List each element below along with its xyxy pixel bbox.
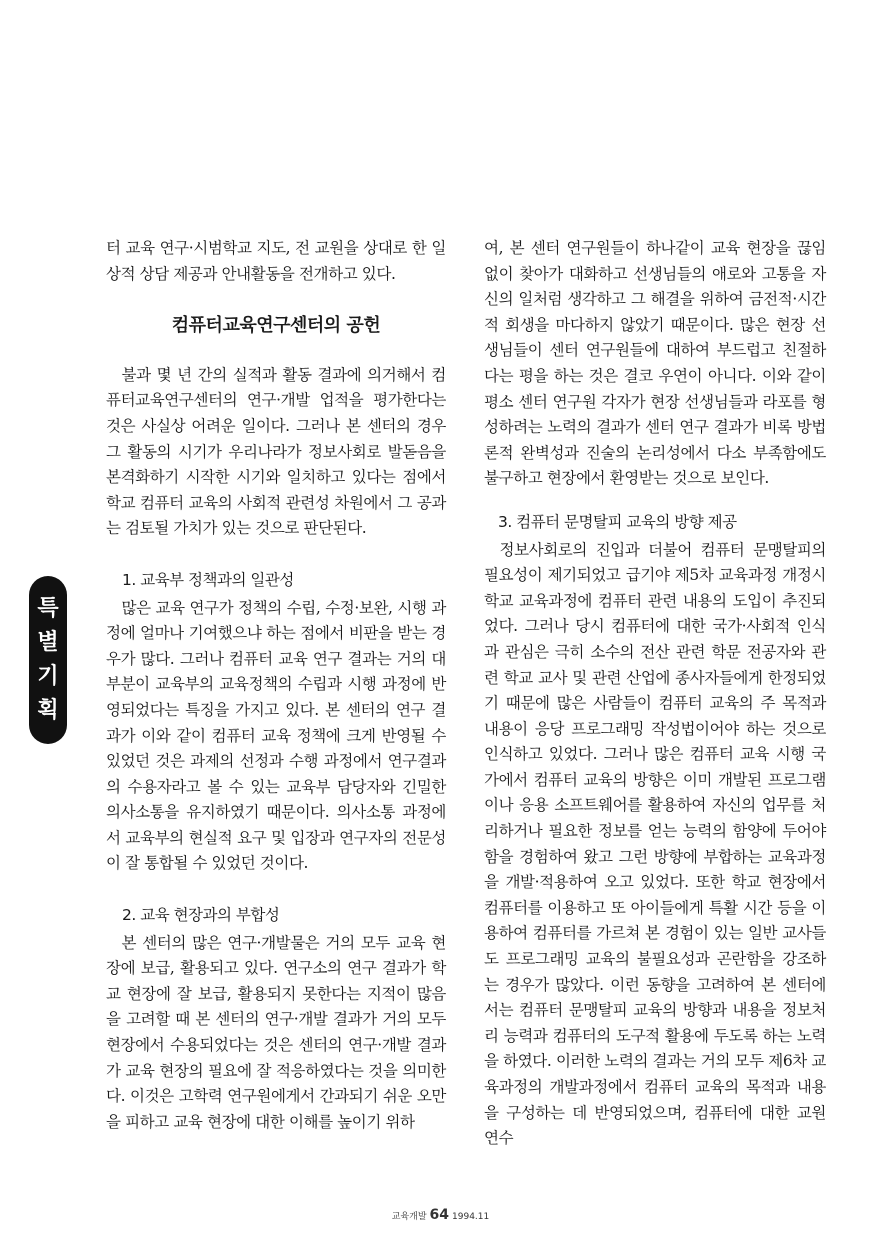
special-feature-side-tab [29,576,67,744]
page-footer [0,1207,881,1223]
right-continued-paragraph: 여, 본 센터 연구원들이 하나같이 교육 현장을 끊임없이 찾아가 대화하고 선생님들의 애로와 고통을 자신의 일처럼 생각하고 그 해결을 위하여 금전적·시간적 회생을 마다하지 않았기 때문이다. 많은 현장 선생님들이 센터 연구원들에 대하여 부드럽고 친절하다는 평을 하는 것은 결코 우연이 아니다. 이와 같이 평소 센터 연구원 각자가 현장 선생님들과 라포를 형성하려는 노력의 결과가 센터 연구 결과가 비록 방법론적 완벽성과 진술의 논리성에서 다소 부족함에도 불구하고 현장에서 환영받는 것으로 보인다. [484,239,826,488]
left-column [106,236,446,1135]
subsection-2-paragraph: 본 센터의 많은 연구·개발물은 거의 모두 교육 현장에 보급, 활용되고 있다. 연구소의 연구 결과가 학교 현장에 잘 보급, 활용되지 못한다는 지적이 많음을 고려할 때 본 센터의 연구·개발 결과가 거의 모두 현장에서 수용되었다는 것은 센터의 연구·개발 결과가 교육 현장의 필요에 잘 적응하였다는 것을 의미한다. 이것은 고학력 연구원에게서 간과되기 쉬운 오만을 피하고 교육 현장에 대한 이해를 높이기 위하 [106,933,446,1131]
footer-date: 1994.11 [452,1212,490,1222]
subsection-3-paragraph: 정보사회로의 진입과 더불어 컴퓨터 문맹탈피의 필요성이 제기되었고 급기야 제5차 교육과정 개정시 학교 교육과정에 컴퓨터 관련 내용의 도입이 추진되었다. 그러나 당시 컴퓨터에 대한 국가·사회적 인식과 관심은 극히 소수의 전산 관련 학문 전공자와 관련 학교 교사 및 관련 산업에 종사자들에게 한정되었기 때문에 많은 사람들이 컴퓨터 교육의 주 목적과 내용이 응당 프로그래밍 작성법이어야 하는 것으로 인식하고 있었다. 그러나 많은 컴퓨터 교육 시행 국가에서 컴퓨터 교육의 방향은 이미 개발된 프로그램이나 응용 소프트웨어를 활용하여 자신의 업무를 처리하거나 필요한 정보를 얻는 능력의 함양에 두어야 함을 경험하여 왔고 그런 방향에 부합하는 교육과정을 개발·적용하여 오고 있었다. 또한 학교 현장에서 컴퓨터를 이용하고 또 아이들에게 특활 시간 등을 이용하여 컴퓨터를 가르쳐 본 경험이 있는 일반 교사들도 프로그래밍 교육의 불필요성과 곤란함을 강조하는 경우가 많았다. 이런 동향을 고려하여 본 센터에서는 컴퓨터 문맹탈피 교육의 방향과 내용을 정보처리 능력과 컴퓨터의 도구적 활용에 두도록 하는 노력을 하였다. 이러한 노력의 결과는 거의 모두 제6차 교육과정의 개발과정에서 컴퓨터 교육의 목적과 내용을 구성하는 데 반영되었으며, 컴퓨터에 대한 교원 연수 [484,540,826,1148]
subsection-2-title: 2. 교육 현장과의 부합성 [122,906,280,925]
side-tab-char: 획 [37,698,59,723]
side-tab-char: 특 [37,596,59,621]
side-tab-char: 기 [37,664,59,689]
subsection-3-title: 3. 컴퓨터 문명탈피 교육의 방향 제공 [498,512,737,531]
subsection-1-paragraph: 많은 교육 연구가 정책의 수립, 수정·보완, 시행 과정에 얼마나 기여했으냐 하는 점에서 비판을 받는 경우가 많다. 그러나 컴퓨터 교육 연구 결과는 거의 대부분이 교육부의 교육정책의 수립과 시행 과정에 반영되었다는 특징을 가지고 있다. 본 센터의 연구 결과가 이와 같이 컴퓨터 교육 정책에 크게 반영될 수 있었던 것은 과제의 선정과 수행 과정에서 연구결과의 수용자라고 볼 수 있는 교육부 담당자와 긴밀한 의사소통을 유지하였기 때문이다. 의사소통 과정에서 교육부의 현실적 요구 및 입장과 연구자의 전문성이 잘 통합될 수 있었던 것이다. [106,598,446,873]
footer-journal-name: 교육개발 [391,1212,427,1222]
page-number: 64 [429,1207,450,1223]
section-title: 컴퓨터교육연구센터의 공헌 [171,315,381,337]
intro-continued-paragraph: 터 교육 연구·시범학교 지도, 전 교원을 상대로 한 일상적 상담 제공과 안내활동을 전개하고 있다. [106,239,446,283]
right-column [484,236,826,1152]
section-intro-paragraph: 불과 몇 년 간의 실적과 활동 결과에 의거해서 컴퓨터교육연구센터의 연구·개발 업적을 평가한다는 것은 사실상 어려운 일이다. 그러나 본 센터의 경우 그 활동의 시기가 우리나라가 정보사회로 발돋음을 본격화하기 시작한 시기와 일치하고 있다는 점에서 학교 컴퓨터 교육의 사회적 관련성 차원에서 그 공과는 검토될 가치가 있는 것으로 판단된다. [106,365,446,538]
subsection-1-title: 1. 교육부 정책과의 일관성 [122,570,294,589]
side-tab-char: 별 [37,630,59,655]
